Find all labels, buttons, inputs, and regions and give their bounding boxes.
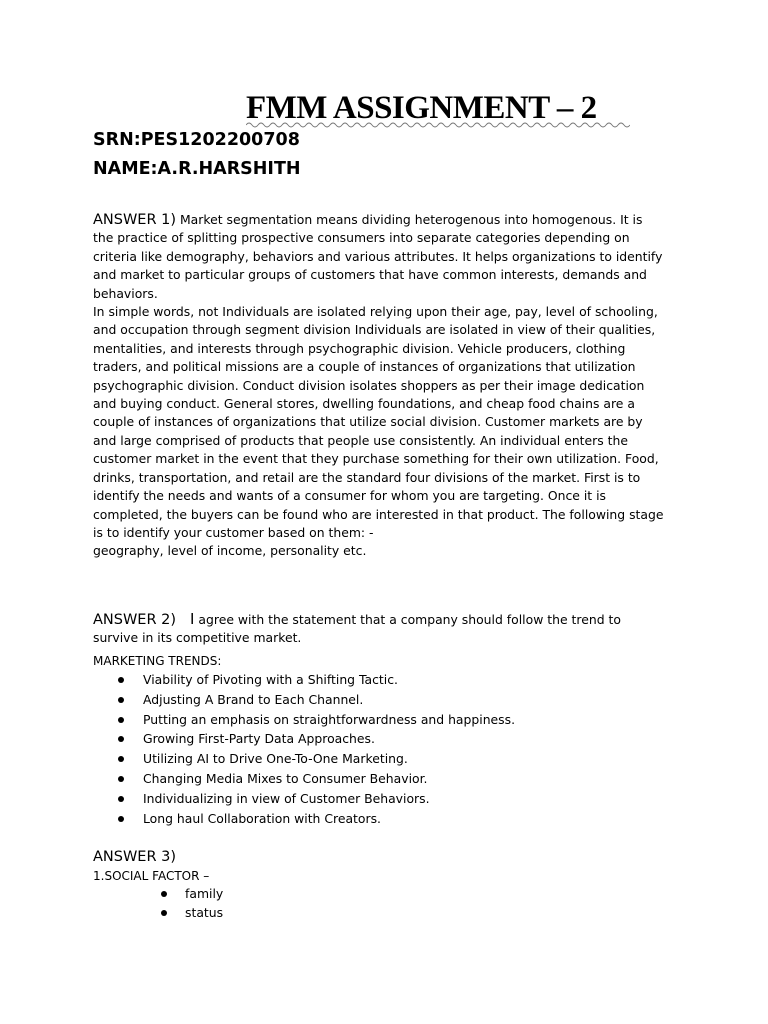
list-item: Growing First-Party Data Approaches. <box>118 729 515 749</box>
list-item: family <box>161 885 223 904</box>
answer1-paragraph1 <box>93 211 665 303</box>
list-item: Viability of Pivoting with a Shifting Tactic. <box>118 670 515 690</box>
answer2-lead: I <box>190 610 195 628</box>
answer1-section <box>93 211 665 561</box>
document-title: FMM ASSIGNMENT – 2 <box>246 90 597 126</box>
answer1-paragraph3: geography, level of income, personality etc. <box>93 543 367 559</box>
answer1-text: Market segmentation means dividing heterogenous into homogenous. It is the practice of splitting prospective consumers into separate categories depending on criteria like demography, behaviors and various attributes. It helps organizations to identify and market to particular groups of customers that have common interests, demands and behaviors. <box>93 212 663 301</box>
srn-line: SRN:PES1202200708 <box>93 130 300 150</box>
name-line: NAME:A.R.HARSHITH <box>93 159 301 179</box>
list-item: Long haul Collaboration with Creators. <box>118 809 515 829</box>
answer1-paragraph2: In simple words, not Individuals are isolated relying upon their age, pay, level of schooling, and occupation through segment division Individuals are isolated in view of their qualities, mentalities, and interests through psychographic division. Vehicle producers, clothing traders, and political missions are a couple of instances of organizations that utilization psychographic division. Conduct division isolates shoppers as per their image dedication and buying conduct. General stores, dwelling foundations, and cheap food chains are a couple of instances of organizations that utilize social division. Customer markets are by and large comprised of products that people use consistently. An individual enters the customer market in the event that they purchase something for their own utilization. Food, drinks, transportation, and retail are the standard four divisions of the market. First is to identify the needs and wants of a consumer for whom you are targeting. Once it is completed, the buyers can be found who are interested in that product. The following stage is to identify your customer based on them: - <box>93 304 664 540</box>
list-item: Individualizing in view of Customer Behaviors. <box>118 789 515 809</box>
answer1-label: ANSWER 1) <box>93 212 177 228</box>
answer2-label: ANSWER 2) <box>93 612 177 628</box>
answer3-label: ANSWER 3) <box>93 849 177 865</box>
spellcheck-underline <box>246 121 630 129</box>
answer2-paragraph <box>93 610 665 648</box>
list-item: Putting an emphasis on straightforwardness and happiness. <box>118 710 515 730</box>
social-factor-heading: 1.SOCIAL FACTOR – <box>93 869 210 883</box>
marketing-trends-list <box>118 670 515 828</box>
answer2-section <box>93 610 665 648</box>
list-item: Changing Media Mixes to Consumer Behavior. <box>118 769 515 789</box>
list-item: Utilizing AI to Drive One-To-One Marketing. <box>118 749 515 769</box>
list-item: status <box>161 904 223 923</box>
answer2-text: agree with the statement that a company should follow the trend to survive in its competitive market. <box>93 612 621 646</box>
marketing-trends-heading: MARKETING TRENDS: <box>93 654 222 668</box>
social-factor-list <box>161 885 223 922</box>
list-item: Adjusting A Brand to Each Channel. <box>118 690 515 710</box>
